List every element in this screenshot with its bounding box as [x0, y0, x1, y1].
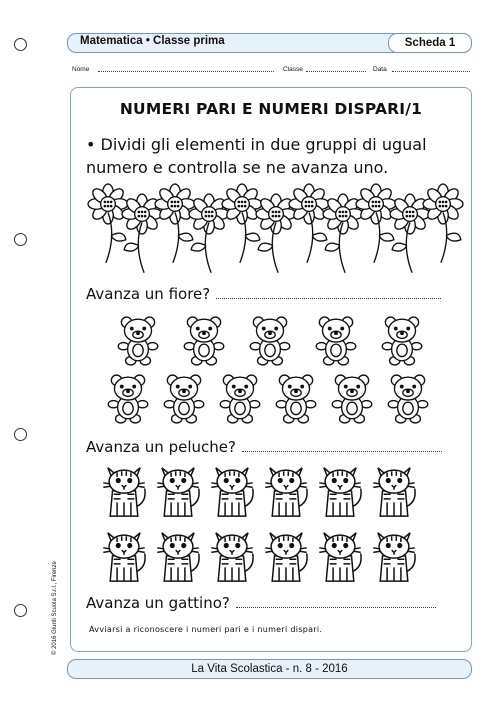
question-bear-text: Avanza un peluche?	[86, 438, 236, 456]
bear-rows	[71, 313, 471, 438]
flower-row	[71, 183, 471, 278]
date-field[interactable]	[392, 71, 470, 72]
cat-illustration	[209, 463, 255, 521]
subject-title: Matematica • Classe prima	[80, 35, 225, 47]
binder-hole-1	[14, 38, 27, 51]
copyright-text: © 2016 Giunti Scuola S.r.l., Firenze	[52, 561, 58, 655]
worksheet-frame	[70, 87, 472, 652]
cat-illustration	[101, 463, 147, 521]
bear-illustration	[330, 373, 374, 425]
student-fields	[72, 66, 472, 78]
binder-hole-3	[14, 428, 27, 441]
answer-line-flower[interactable]	[216, 286, 441, 299]
binder-hole-4	[14, 604, 27, 617]
bear-illustration	[248, 315, 292, 367]
bear-illustration	[314, 315, 358, 367]
class-label: Classe	[283, 66, 303, 73]
question-cat-text: Avanza un gattino?	[86, 594, 230, 612]
cat-illustration	[101, 528, 147, 586]
cat-illustration	[317, 463, 363, 521]
cat-illustration	[209, 528, 255, 586]
flower-illustration	[422, 183, 464, 267]
question-cat	[86, 594, 436, 612]
question-bear	[86, 438, 442, 456]
header-bar	[67, 33, 472, 53]
bear-illustration	[386, 373, 430, 425]
bear-illustration	[106, 373, 150, 425]
answer-line-cat[interactable]	[236, 595, 436, 608]
bear-illustration	[162, 373, 206, 425]
cat-rows	[71, 463, 471, 598]
worksheet-title: NUMERI PARI E NUMERI DISPARI/1	[119, 100, 423, 118]
name-label: Nome	[72, 66, 90, 73]
bear-illustration	[274, 373, 318, 425]
bear-illustration	[182, 315, 226, 367]
question-flower	[86, 285, 441, 303]
footer-bar: La Vita Scolastica - n. 8 - 2016	[67, 659, 472, 679]
cat-illustration	[317, 528, 363, 586]
scheda-label: Scheda 1	[388, 33, 472, 53]
cat-illustration	[263, 463, 309, 521]
question-flower-text: Avanza un fiore?	[86, 285, 211, 303]
cat-illustration	[155, 528, 201, 586]
cat-illustration	[371, 463, 417, 521]
binder-hole-2	[14, 233, 27, 246]
cat-illustration	[371, 528, 417, 586]
goal-note: Avviarsi a riconoscere i numeri pari e i numeri dispari.	[89, 625, 323, 634]
class-field[interactable]	[306, 71, 366, 72]
cat-illustration	[263, 528, 309, 586]
date-label: Data	[373, 66, 387, 73]
bear-illustration	[218, 373, 262, 425]
instruction-text: • Dividi gli elementi in due gruppi di ugual numero e controlla se ne avanza uno.	[86, 135, 427, 177]
cat-illustration	[155, 463, 201, 521]
bear-illustration	[380, 315, 424, 367]
bear-illustration	[116, 315, 160, 367]
name-field[interactable]	[98, 71, 274, 72]
answer-line-bear[interactable]	[242, 439, 442, 452]
